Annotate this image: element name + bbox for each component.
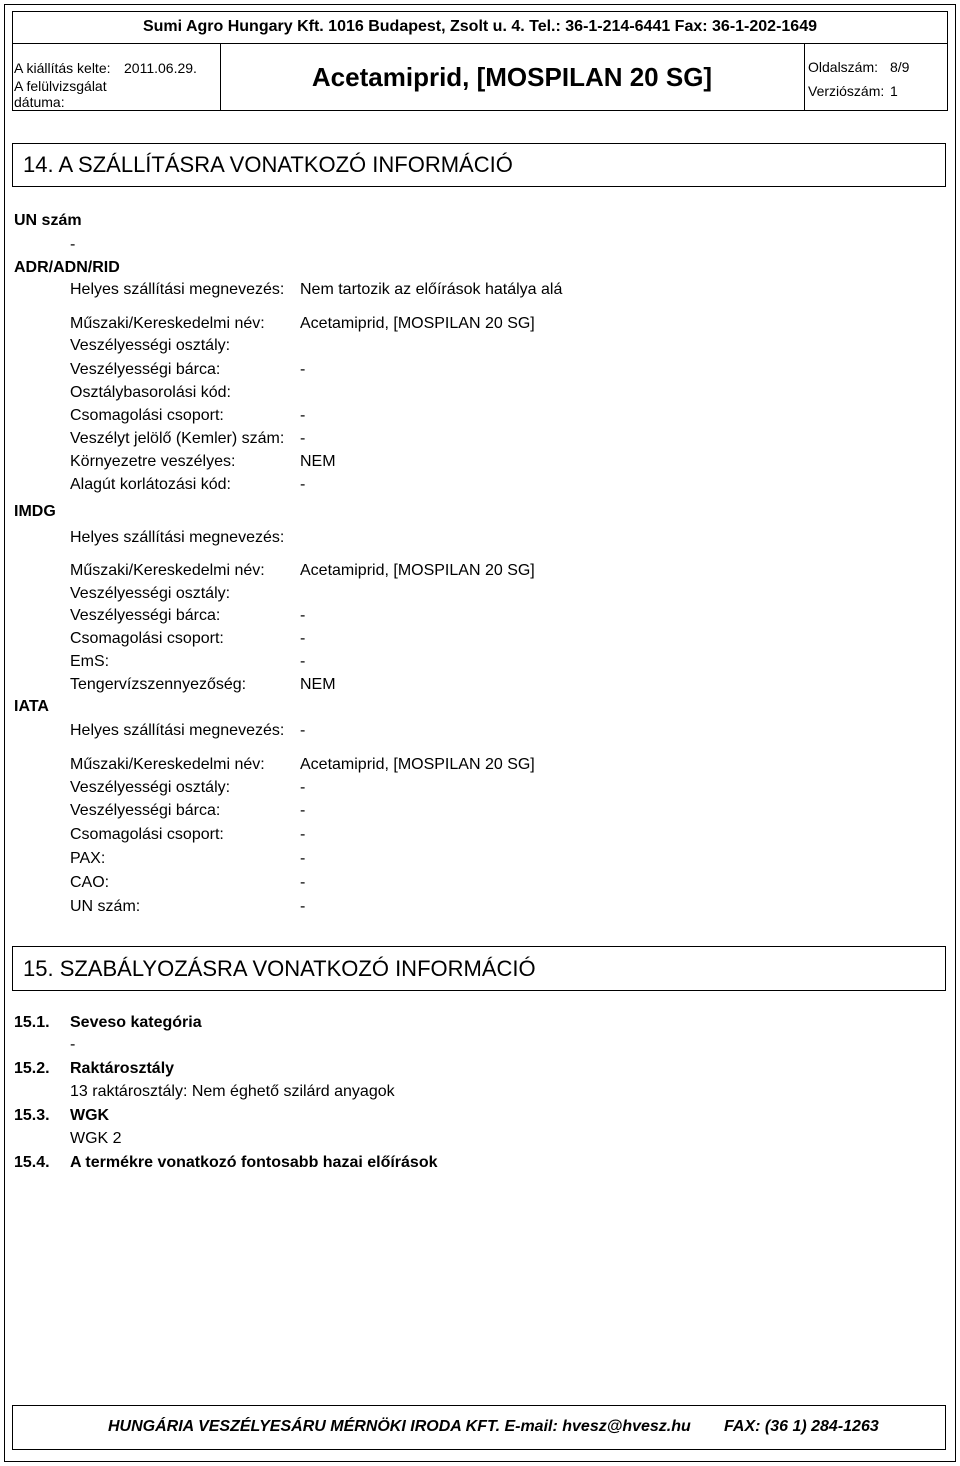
- subsection-value: -: [70, 1036, 76, 1053]
- product-title: Acetamiprid, [MOSPILAN 20 SG]: [311, 62, 713, 92]
- subsection-value: WGK 2: [70, 1130, 122, 1147]
- field-value: -: [300, 722, 306, 739]
- field-label: UN szám:: [70, 898, 141, 915]
- field-label: PAX:: [70, 850, 106, 867]
- subsection-number: 15.4.: [14, 1154, 50, 1171]
- field-label: Műszaki/Kereskedelmi név:: [70, 562, 265, 579]
- revision-label: dátuma:: [14, 94, 65, 110]
- field-value: -: [300, 802, 306, 819]
- adr-label: ADR/ADN/RID: [14, 259, 120, 276]
- field-value: -: [300, 361, 306, 378]
- section-15-title: 15. SZABÁLYOZÁSRA VONATKOZÓ INFORMÁCIÓ: [12, 946, 946, 991]
- field-label: Veszélyt jelölő (Kemler) szám:: [70, 430, 285, 447]
- subsection-heading: A termékre vonatkozó fontosabb hazai előírások: [70, 1154, 438, 1171]
- header-divider: [804, 43, 805, 111]
- iata-label: IATA: [14, 698, 49, 715]
- field-label: Helyes szállítási megnevezés:: [70, 722, 285, 739]
- field-label: Veszélyességi bárca:: [70, 361, 221, 378]
- field-label: Veszélyességi osztály:: [70, 585, 231, 602]
- header-divider: [12, 43, 948, 44]
- field-value: -: [300, 630, 306, 647]
- field-value: -: [300, 476, 306, 493]
- page-value: 8/9: [890, 59, 910, 75]
- field-value: Acetamiprid, [MOSPILAN 20 SG]: [300, 315, 535, 332]
- footer-company: HUNGÁRIA VESZÉLYESÁRU MÉRNÖKI IRODA KFT. E-mail: hvesz@hvesz.hu: [108, 1418, 691, 1435]
- field-label: EmS:: [70, 653, 110, 670]
- version-label: Verziószám:: [808, 83, 885, 99]
- field-label: Csomagolási csoport:: [70, 630, 224, 647]
- subsection-heading: Seveso kategória: [70, 1014, 202, 1031]
- field-value: -: [300, 407, 306, 424]
- field-label: Csomagolási csoport:: [70, 826, 224, 843]
- field-value: -: [300, 826, 306, 843]
- field-value: -: [300, 653, 306, 670]
- subsection-heading: Raktárosztály: [70, 1060, 175, 1077]
- un-number-label: UN szám: [14, 212, 82, 229]
- field-value: -: [300, 850, 306, 867]
- field-label: CAO:: [70, 874, 110, 891]
- field-label: Osztálybasorolási kód:: [70, 384, 231, 401]
- header-divider: [220, 43, 221, 111]
- subsection-number: 15.3.: [14, 1107, 50, 1124]
- subsection-number: 15.2.: [14, 1060, 50, 1077]
- field-label: Veszélyességi osztály:: [70, 337, 231, 354]
- field-value: Acetamiprid, [MOSPILAN 20 SG]: [300, 562, 535, 579]
- field-label: Helyes szállítási megnevezés:: [70, 529, 285, 546]
- field-value: -: [300, 779, 306, 796]
- company-info: Sumi Agro Hungary Kft. 1016 Budapest, Zsolt u. 4. Tel.: 36-1-214-6441 Fax: 36-1-202-1649: [142, 18, 817, 35]
- field-label: Csomagolási csoport:: [70, 407, 224, 424]
- page-label: Oldalszám:: [808, 59, 879, 75]
- field-label: Műszaki/Kereskedelmi név:: [70, 756, 265, 773]
- field-label: Alagút korlátozási kód:: [70, 476, 231, 493]
- field-label: Veszélyességi bárca:: [70, 607, 221, 624]
- field-label: Környezetre veszélyes:: [70, 453, 236, 470]
- field-label: Műszaki/Kereskedelmi név:: [70, 315, 265, 332]
- field-label: Veszélyességi osztály:: [70, 779, 231, 796]
- imdg-label: IMDG: [14, 503, 56, 520]
- field-label: Veszélyességi bárca:: [70, 802, 221, 819]
- version-value: 1: [890, 83, 898, 99]
- field-value: -: [300, 430, 306, 447]
- field-label: Tengervízszennyezőség:: [70, 676, 247, 693]
- field-value: Nem tartozik az előírások hatálya alá: [300, 281, 563, 298]
- un-number-value: -: [70, 236, 76, 253]
- subsection-value: 13 raktárosztály: Nem éghető szilárd anyagok: [70, 1083, 395, 1100]
- revision-label: A felülvizsgálat: [14, 78, 107, 94]
- field-value: -: [300, 607, 306, 624]
- issue-date-label: A kiállítás kelte:: [14, 60, 111, 76]
- field-value: NEM: [300, 453, 336, 470]
- footer-fax: FAX: (36 1) 284-1263: [724, 1418, 879, 1435]
- subsection-heading: WGK: [70, 1107, 110, 1124]
- section-14-title: 14. A SZÁLLÍTÁSRA VONATKOZÓ INFORMÁCIÓ: [12, 143, 946, 187]
- issue-date-value: 2011.06.29.: [124, 60, 197, 76]
- field-value: Acetamiprid, [MOSPILAN 20 SG]: [300, 756, 535, 773]
- field-value: -: [300, 874, 306, 891]
- field-value: -: [300, 898, 306, 915]
- field-label: Helyes szállítási megnevezés:: [70, 281, 285, 298]
- field-value: NEM: [300, 676, 336, 693]
- subsection-number: 15.1.: [14, 1014, 50, 1031]
